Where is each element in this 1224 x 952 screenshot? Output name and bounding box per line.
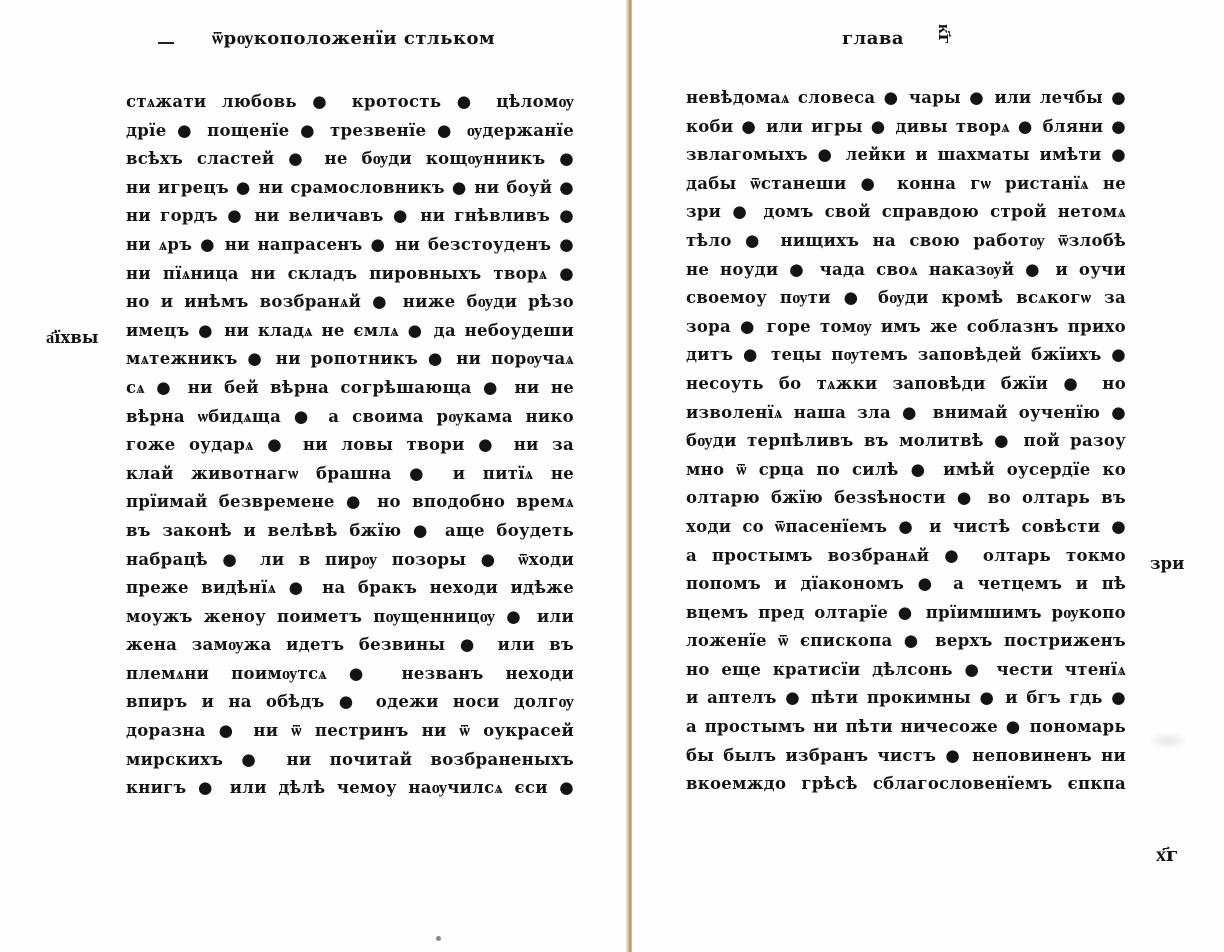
right-running-head: глава: [842, 28, 905, 49]
text-line: набрацѣ ● ли в пирѹ позоры ● ѿходи: [126, 549, 574, 569]
text-line: сѧ ● ни бей вѣрна согрѣшающа ● ни не: [126, 377, 574, 397]
text-line: и аптелъ ● пѣти прокимны ● и бгъ гдь ●: [686, 688, 1126, 708]
text-line: моужъ женоу поиметъ пѹщенницѹ ● или: [126, 606, 574, 626]
text-line: всѣхъ сластей ● не бѹди кощѹнникъ ●: [126, 149, 574, 169]
text-line: жена замѹжа идетъ безвины ● или въ: [126, 635, 574, 655]
signature-mark: х҃г: [1156, 842, 1179, 866]
left-marginal-note: а҃їхвы: [46, 328, 99, 347]
text-line: ни ѧръ ● ни напрасенъ ● ни безстоуденъ ●: [126, 234, 574, 254]
text-line: прїимай безвремене ● но вподобно времѧ: [126, 492, 574, 512]
text-line: преже видѣнїѧ ● на бракъ неходи идѣже: [126, 578, 574, 598]
text-line: коби ● или игры ● дивы творѧ ● бляни ●: [686, 116, 1126, 136]
left-text-column: [126, 88, 574, 803]
text-line: дабы ѿстанеши ● конна гѡ ристанїѧ не: [686, 173, 1126, 193]
left-running-head: ѿрѹкоположенїи стльком: [212, 28, 496, 49]
text-line: мѧтежникъ ● ни ропотникъ ● ни порѹчаѧ: [126, 349, 574, 369]
text-line: а простымъ ни пѣти ничесоже ● пономарь: [686, 717, 1126, 737]
text-line: книгъ ● или дѣлѣ чемоу наѹчилсѧ єси ●: [126, 778, 574, 798]
text-line: своемоу пѹти ● бѹди кромѣ всѧкогѡ за: [686, 288, 1126, 308]
paper-smudge: [1148, 732, 1188, 750]
text-line: тѣло ● нищихъ на свою работѹ ѿзлобѣ: [686, 230, 1126, 250]
right-text-column: [686, 84, 1126, 799]
text-line: стѧжати любовь ● кротость ● цѣломѹ: [126, 92, 574, 111]
text-line: ни пїѧница ни складъ пировныхъ творѧ ●: [126, 263, 574, 283]
text-line: дрїе ● пощенїе ● трезвенїе ● ѹдержанїе: [126, 120, 574, 140]
text-line: бѹди терпѣливъ въ молитвѣ ● пой разоу: [686, 431, 1126, 451]
text-line: зри ● домъ свой справдою строй нетомѧ: [686, 202, 1126, 222]
text-line: ни гордъ ● ни величавъ ● ни гнѣвливъ ●: [126, 206, 574, 226]
text-line: но и инѣмъ возбранѧй ● ниже бѹди рѣзо: [126, 292, 574, 312]
text-line: доразна ● ни ѿ пестринъ ни ѿ оукрасей: [126, 721, 574, 741]
text-line: мирскихъ ● ни почитай возбраненыхъ: [126, 749, 574, 769]
text-line: изволенїѧ наша зла ● внимай оученїю ●: [686, 402, 1126, 422]
text-line: вкоемждо грѣсѣ сблагословенїемъ єпкпа: [686, 774, 1126, 794]
text-line: дитъ ● тецы пѹтемъ заповѣдей бжїихъ ●: [686, 345, 1126, 365]
text-line: мно ѿ срца по силѣ ● имѣй оусердїе ко: [686, 459, 1126, 479]
text-line: имецъ ● ни кладѧ не ємлѧ ● да небоудеши: [126, 320, 574, 340]
text-line: впиръ и на обѣдъ ● одежи носи долгѹ: [126, 692, 574, 712]
text-line: звлагомыхъ ● лейки и шахматы имѣти ●: [686, 145, 1126, 165]
running-head-dash: [158, 42, 174, 44]
text-line: но еще кратисїи дѣлсонь ● чести чтенїѧ: [686, 659, 1126, 679]
text-line: а простымъ возбранѧй ● олтарь токмо: [686, 545, 1126, 565]
text-line: племѧни поимѹтсѧ ● незванъ неходи: [126, 663, 574, 683]
folio-number: к҃г: [934, 24, 954, 45]
text-line: невѣдомаѧ словеса ● чары ● или лечбы ●: [686, 88, 1126, 107]
right-marginal-note: зри: [1150, 554, 1185, 573]
ink-mark: [436, 936, 441, 941]
text-line: несоуть бо тѧжки заповѣди бжїи ● но: [686, 373, 1126, 393]
text-line: гоже оударѧ ● ни ловы твори ● ни за: [126, 435, 574, 455]
text-line: вцемъ пред олтарїе ● прїимшимъ рѹкопо: [686, 602, 1126, 622]
text-line: зора ● горе томѹ имъ же соблазнъ прихо: [686, 316, 1126, 336]
text-line: олтарю бжїю безѕѣности ● во олтарь въ: [686, 488, 1126, 508]
text-line: вѣрна ѡбидѧща ● а своима рѹкама нико: [126, 406, 574, 426]
text-line: ни игрецъ ● ни срамословникъ ● ни боуй ●: [126, 177, 574, 197]
text-line: не ноуди ● чада своѧ наказѹй ● и оучи: [686, 259, 1126, 279]
text-line: клай животнагѡ брашна ● и питїѧ не: [126, 463, 574, 483]
text-line: ходи со ѿпасенїемъ ● и чистѣ совѣсти ●: [686, 516, 1126, 536]
text-line: попомъ и дїакономъ ● а четцемъ и пѣ: [686, 574, 1126, 594]
text-line: въ законѣ и велѣвѣ бжїю ● аще боудеть: [126, 520, 574, 540]
text-line: бы былъ избранъ чистъ ● неповиненъ ни: [686, 745, 1126, 765]
text-line: ложенїе ѿ єпископа ● верхъ постриженъ: [686, 631, 1126, 651]
